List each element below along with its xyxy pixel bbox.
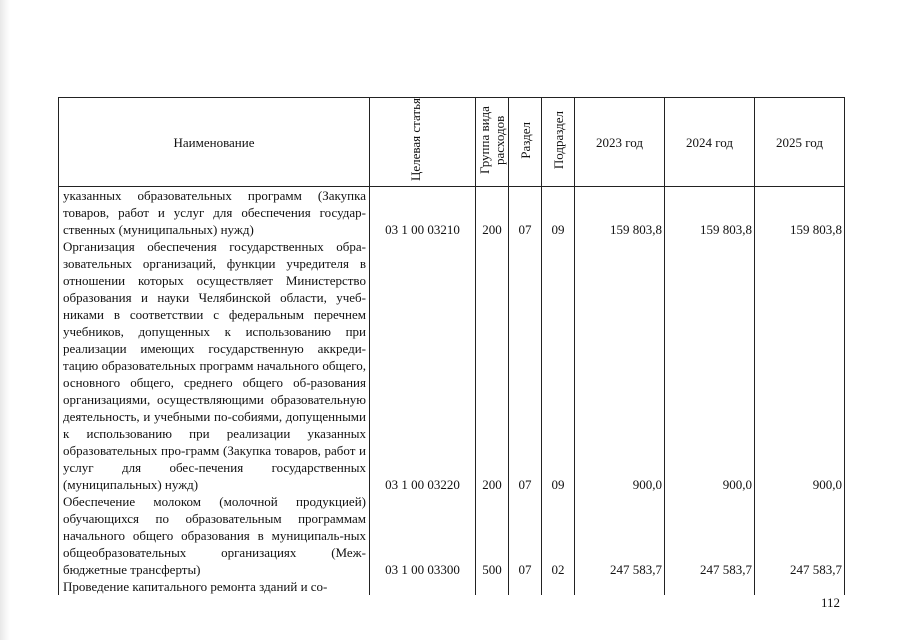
- row-group: [476, 578, 509, 595]
- row-2024: 159 803,8: [665, 187, 755, 239]
- row-subsection: 02: [542, 493, 575, 578]
- row-2023: 159 803,8: [575, 187, 665, 239]
- table-row: [59, 187, 845, 239]
- table-row: [59, 493, 845, 578]
- budget-table: [58, 97, 845, 595]
- header-name: Наименование: [59, 98, 370, 187]
- table-row: [59, 578, 845, 595]
- row-2024: 900,0: [665, 238, 755, 493]
- header-section: [509, 98, 542, 187]
- header-subsection: [542, 98, 575, 187]
- row-group: 200: [476, 238, 509, 493]
- table-row: [59, 238, 845, 493]
- header-target-label: Целевая статья: [407, 98, 423, 182]
- row-2023: [575, 578, 665, 595]
- page-number: 112: [820, 595, 840, 610]
- row-section: 07: [509, 187, 542, 239]
- row-group: 500: [476, 493, 509, 578]
- row-name: указанных образовательных программ (Закупка товаров, работ и услуг для обеспечения государ-ственных (муниципальных) нужд): [59, 187, 370, 239]
- row-subsection: 09: [542, 238, 575, 493]
- header-section-label: Раздел: [517, 121, 533, 159]
- row-2025: 247 583,7: [755, 493, 845, 578]
- header-group: [476, 98, 509, 187]
- row-subsection: 09: [542, 187, 575, 239]
- header-subsection-label: Подраздел: [550, 110, 566, 170]
- row-2024: [665, 578, 755, 595]
- header-target: [370, 98, 476, 187]
- row-2023: 900,0: [575, 238, 665, 493]
- header-2025: 2025 год: [755, 98, 845, 187]
- row-2025: 900,0: [755, 238, 845, 493]
- row-2024: 247 583,7: [665, 493, 755, 578]
- row-target: 03 1 00 03210: [370, 187, 476, 239]
- row-name: Обеспечение молоком (молочной продукцией) обучающихся по образовательным программам начального общего образования в муниципаль-ных общеобразовательных организациях (Меж-бюджетные трансферты): [59, 493, 370, 578]
- row-2025: 159 803,8: [755, 187, 845, 239]
- row-target: [370, 578, 476, 595]
- header-2024: 2024 год: [665, 98, 755, 187]
- row-section: 07: [509, 238, 542, 493]
- header-group-label: Группа вида расходов: [477, 106, 507, 174]
- header-2023: 2023 год: [575, 98, 665, 187]
- row-name: Организация обеспечения государственных обра-зовательных организаций, функции учредителя в отношении которых осуществляет Министерство образования и науки Челябинской области, учеб-никами в соответствии с федеральным перечнем учебников, допущенных к использованию при реализации имеющих государственную аккреди-тацию образовательных программ начального общего, основного общего, среднего общего об-разования организациями, осуществляющими образовательную деятельность, и учебными по-собиями, допущенными к использованию при реализации указанных образовательных про-грамм (Закупка товаров, работ и услуг для обес-печения государственных (муниципальных) нужд): [59, 238, 370, 493]
- row-section: 07: [509, 493, 542, 578]
- row-2023: 247 583,7: [575, 493, 665, 578]
- row-group: 200: [476, 187, 509, 239]
- scan-edge-shadow: [0, 0, 10, 640]
- row-subsection: [542, 578, 575, 595]
- row-2025: [755, 578, 845, 595]
- row-section: [509, 578, 542, 595]
- table-header-row: [59, 98, 845, 187]
- row-target: 03 1 00 03300: [370, 493, 476, 578]
- row-target: 03 1 00 03220: [370, 238, 476, 493]
- row-name: Проведение капитального ремонта зданий и со-: [59, 578, 370, 595]
